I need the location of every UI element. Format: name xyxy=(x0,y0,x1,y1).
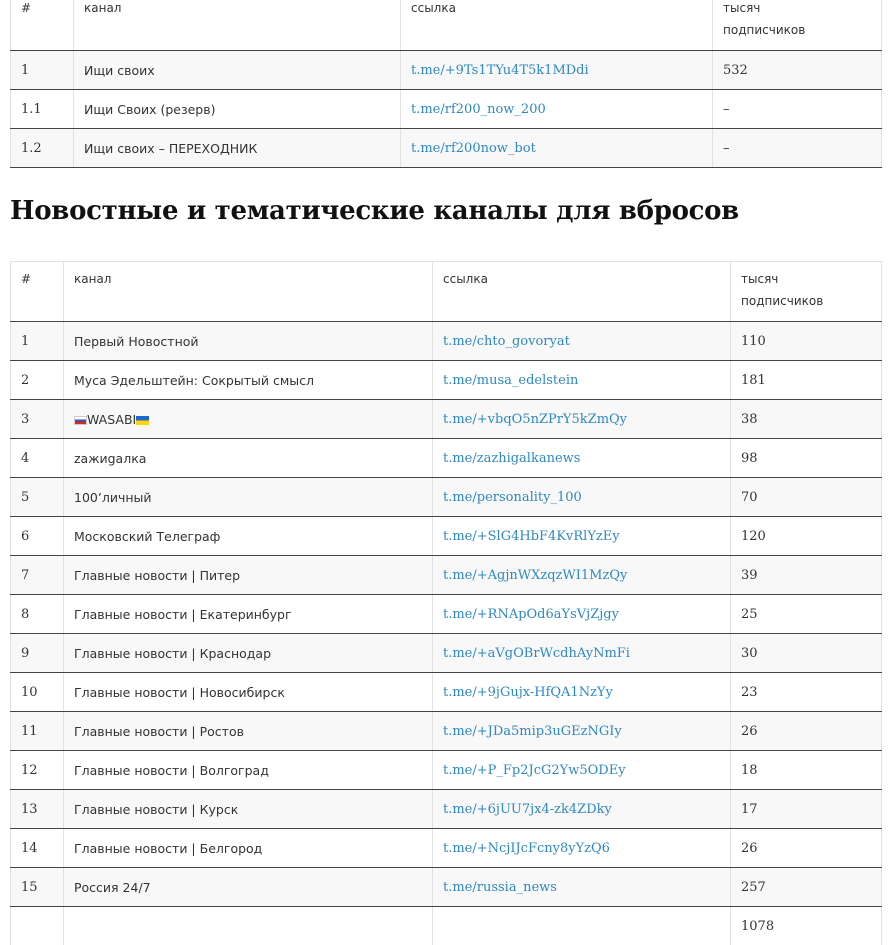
row-num xyxy=(11,478,64,517)
row-num xyxy=(11,595,64,634)
table-row xyxy=(11,322,882,361)
channels-table-primary xyxy=(10,0,882,168)
table-header-row xyxy=(11,262,882,322)
empty-cell xyxy=(11,907,64,945)
subscriber-count-text: 30 xyxy=(741,646,758,661)
row-num-text: 8 xyxy=(21,607,29,622)
channel-link[interactable] xyxy=(433,595,731,634)
row-num-text: 15 xyxy=(21,880,38,895)
subscriber-count xyxy=(731,361,882,400)
subscriber-count xyxy=(731,868,882,907)
channel-name xyxy=(74,51,401,90)
subscriber-count xyxy=(731,595,882,634)
channel-name xyxy=(64,751,433,790)
channel-name xyxy=(64,829,433,868)
channel-name-text: Московский Телеграф xyxy=(74,529,220,544)
subscriber-count xyxy=(731,634,882,673)
subscriber-count xyxy=(731,400,882,439)
header-name: канал xyxy=(74,0,401,51)
channel-name-text: Первый Новостной xyxy=(74,334,199,349)
header-num: # xyxy=(11,0,74,51)
row-num-text: 1.1 xyxy=(21,102,42,117)
channel-name xyxy=(74,129,401,168)
channel-name-text: Главные новости | Питер xyxy=(74,568,240,583)
channel-link-text[interactable]: t.me/+P_Fp2JcG2Yw5ODEy xyxy=(443,763,626,778)
subscriber-count xyxy=(731,829,882,868)
row-num-text: 6 xyxy=(21,529,29,544)
table-row xyxy=(11,517,882,556)
channel-name-text: Ищи своих xyxy=(84,63,155,78)
subscriber-count xyxy=(731,790,882,829)
channel-name xyxy=(64,634,433,673)
russia-flag-icon xyxy=(74,416,87,425)
subscriber-count-text: – xyxy=(723,141,730,156)
table-row xyxy=(11,51,882,90)
header-link: ссылка xyxy=(401,0,713,51)
ukraine-flag-icon xyxy=(136,416,149,425)
table-row xyxy=(11,129,882,168)
table-row xyxy=(11,790,882,829)
subscriber-count-text: 70 xyxy=(741,490,758,505)
header-name: канал xyxy=(64,262,433,322)
table-row xyxy=(11,829,882,868)
channel-link[interactable] xyxy=(433,829,731,868)
channel-link-text[interactable]: t.me/rf200_now_200 xyxy=(411,102,546,117)
channel-link-text[interactable]: t.me/+JDa5mip3uGEzNGIy xyxy=(443,724,622,739)
subscriber-count-text: 120 xyxy=(741,529,766,544)
channel-link-text[interactable]: t.me/+NcjIJcFcny8yYzQ6 xyxy=(443,841,610,856)
subscriber-count xyxy=(731,556,882,595)
row-num-text: 3 xyxy=(21,412,29,427)
row-num xyxy=(11,439,64,478)
channel-link-text[interactable]: t.me/+AgjnWXzqzWI1MzQy xyxy=(443,568,627,583)
channel-link-text[interactable]: t.me/+aVgOBrWcdhAyNmFi xyxy=(443,646,630,661)
table-row xyxy=(11,712,882,751)
row-num-text: 14 xyxy=(21,841,38,856)
channel-link[interactable] xyxy=(433,439,731,478)
subscriber-count xyxy=(731,478,882,517)
row-num xyxy=(11,51,74,90)
channel-link[interactable] xyxy=(433,790,731,829)
channel-link[interactable] xyxy=(433,322,731,361)
row-num-text: 5 xyxy=(21,490,29,505)
channel-name-text: 100’личный xyxy=(74,490,152,505)
header-num: # xyxy=(11,262,64,322)
subscriber-count-text: 532 xyxy=(723,63,748,78)
row-num-text: 10 xyxy=(21,685,38,700)
table-row xyxy=(11,90,882,129)
row-num xyxy=(11,361,64,400)
row-num-text: 13 xyxy=(21,802,38,817)
subscriber-count-text: 17 xyxy=(741,802,758,817)
channel-link[interactable] xyxy=(433,478,731,517)
total-row xyxy=(11,907,882,945)
row-num xyxy=(11,790,64,829)
channel-link-text[interactable]: t.me/chto_govoryat xyxy=(443,334,570,349)
channel-link[interactable] xyxy=(433,556,731,595)
channel-link-text[interactable]: t.me/russia_news xyxy=(443,880,557,895)
header-subs: тысяч подписчиков xyxy=(731,262,882,322)
table-row xyxy=(11,361,882,400)
channel-name xyxy=(64,868,433,907)
row-num-text: 1 xyxy=(21,63,29,78)
row-num xyxy=(11,90,74,129)
channel-link-text[interactable]: t.me/+vbqO5nZPrY5kZmQy xyxy=(443,412,627,427)
subscriber-count-text: 38 xyxy=(741,412,758,427)
subscriber-count xyxy=(731,751,882,790)
channel-name xyxy=(64,478,433,517)
row-num xyxy=(11,322,64,361)
subscriber-count xyxy=(731,439,882,478)
channel-link[interactable] xyxy=(401,129,713,168)
channel-name-text: Главные новости | Ростов xyxy=(74,724,244,739)
table-row xyxy=(11,868,882,907)
subscriber-count xyxy=(731,517,882,556)
channel-name xyxy=(74,90,401,129)
row-num-text: 12 xyxy=(21,763,38,778)
subscriber-count xyxy=(713,129,882,168)
channel-link[interactable] xyxy=(433,868,731,907)
table-row xyxy=(11,634,882,673)
subscriber-count-text: – xyxy=(723,102,730,117)
channel-link[interactable] xyxy=(433,673,731,712)
channel-name-text: Муса Эдельштейн: Сокрытый смысл xyxy=(74,373,314,388)
channel-name-text: Главные новости | Волгоград xyxy=(74,763,269,778)
channel-link-text[interactable]: t.me/rf200now_bot xyxy=(411,141,536,156)
header-link: ссылка xyxy=(433,262,731,322)
row-num xyxy=(11,634,64,673)
section-title: Новостные и тематические каналы для вбросов xyxy=(10,196,739,226)
channel-name xyxy=(64,712,433,751)
subscriber-count-text: 25 xyxy=(741,607,758,622)
row-num xyxy=(11,517,64,556)
channel-link[interactable] xyxy=(433,361,731,400)
subscriber-count xyxy=(713,90,882,129)
channel-link[interactable] xyxy=(401,51,713,90)
table-row xyxy=(11,751,882,790)
channel-name-text: Главные новости | Новосибирск xyxy=(74,685,285,700)
channel-name xyxy=(64,673,433,712)
channel-link[interactable] xyxy=(433,634,731,673)
table-row xyxy=(11,556,882,595)
channel-name xyxy=(64,439,433,478)
channels-table-news xyxy=(10,261,882,945)
channel-link-text[interactable]: t.me/+SlG4HbF4KvRlYzEy xyxy=(443,529,620,544)
channel-link[interactable] xyxy=(433,517,731,556)
channel-name-text: Ищи Своих (резерв) xyxy=(84,102,215,117)
total-subscribers-text: 1078 xyxy=(741,919,774,934)
table-row xyxy=(11,400,882,439)
channel-name xyxy=(64,517,433,556)
row-num xyxy=(11,673,64,712)
table-row xyxy=(11,478,882,517)
channel-link[interactable] xyxy=(433,712,731,751)
subscriber-count-text: 18 xyxy=(741,763,758,778)
channel-name-text: Главные новости | Екатеринбург xyxy=(74,607,292,622)
channel-link[interactable] xyxy=(401,90,713,129)
channel-link[interactable] xyxy=(433,751,731,790)
channel-link-text[interactable]: t.me/+9jGujx-HfQA1NzYy xyxy=(443,685,613,700)
channel-link-text[interactable]: t.me/+6jUU7jx4-zk4ZDky xyxy=(443,802,612,817)
channel-name-text: Ищи своих – ПЕРЕХОДНИК xyxy=(84,141,257,156)
subscriber-count xyxy=(731,322,882,361)
row-num xyxy=(11,400,64,439)
empty-cell xyxy=(433,907,731,945)
header-subs: тысяч подписчиков xyxy=(713,0,882,51)
row-num-text: 11 xyxy=(21,724,38,739)
channel-name-text: Главные новости | Белгород xyxy=(74,841,262,856)
row-num xyxy=(11,556,64,595)
row-num-text: 1.2 xyxy=(21,141,42,156)
channel-name-text: Главные новости | Курск xyxy=(74,802,238,817)
subscriber-count-text: 39 xyxy=(741,568,758,583)
channel-name xyxy=(64,556,433,595)
channel-link-text[interactable]: t.me/zazhigalkanews xyxy=(443,451,580,466)
table-row xyxy=(11,439,882,478)
row-num xyxy=(11,129,74,168)
subscriber-count xyxy=(731,712,882,751)
subscriber-count-text: 23 xyxy=(741,685,758,700)
channel-link-text[interactable]: t.me/+RNApOd6aYsVjZjgy xyxy=(443,607,619,622)
channel-name-text: WASABI xyxy=(87,412,136,427)
subscriber-count-text: 26 xyxy=(741,841,758,856)
table-row xyxy=(11,673,882,712)
channel-link[interactable] xyxy=(433,400,731,439)
empty-cell xyxy=(64,907,433,945)
subscriber-count xyxy=(731,673,882,712)
row-num xyxy=(11,829,64,868)
channel-name xyxy=(64,361,433,400)
total-subscribers xyxy=(731,907,882,945)
table-row xyxy=(11,595,882,634)
subscriber-count-text: 26 xyxy=(741,724,758,739)
table-header-row xyxy=(11,0,882,51)
channel-link-text[interactable]: t.me/musa_edelstein xyxy=(443,373,578,388)
row-num-text: 4 xyxy=(21,451,29,466)
subscriber-count-text: 181 xyxy=(741,373,766,388)
row-num-text: 1 xyxy=(21,334,29,349)
row-num xyxy=(11,712,64,751)
channel-name-text: Россия 24/7 xyxy=(74,880,151,895)
subscriber-count xyxy=(713,51,882,90)
channel-name xyxy=(64,322,433,361)
channel-name xyxy=(64,595,433,634)
row-num-text: 9 xyxy=(21,646,29,661)
row-num-text: 7 xyxy=(21,568,29,583)
row-num xyxy=(11,868,64,907)
channel-name-text: Главные новости | Краснодар xyxy=(74,646,271,661)
channel-name xyxy=(64,790,433,829)
channel-name xyxy=(64,400,433,439)
channel-link-text[interactable]: t.me/+9Ts1TYu4T5k1MDdi xyxy=(411,63,589,78)
subscriber-count-text: 98 xyxy=(741,451,758,466)
channel-link-text[interactable]: t.me/personality_100 xyxy=(443,490,582,505)
channel-name-text: zажиgалка xyxy=(74,451,146,466)
subscriber-count-text: 110 xyxy=(741,334,766,349)
row-num-text: 2 xyxy=(21,373,29,388)
row-num xyxy=(11,751,64,790)
subscriber-count-text: 257 xyxy=(741,880,766,895)
